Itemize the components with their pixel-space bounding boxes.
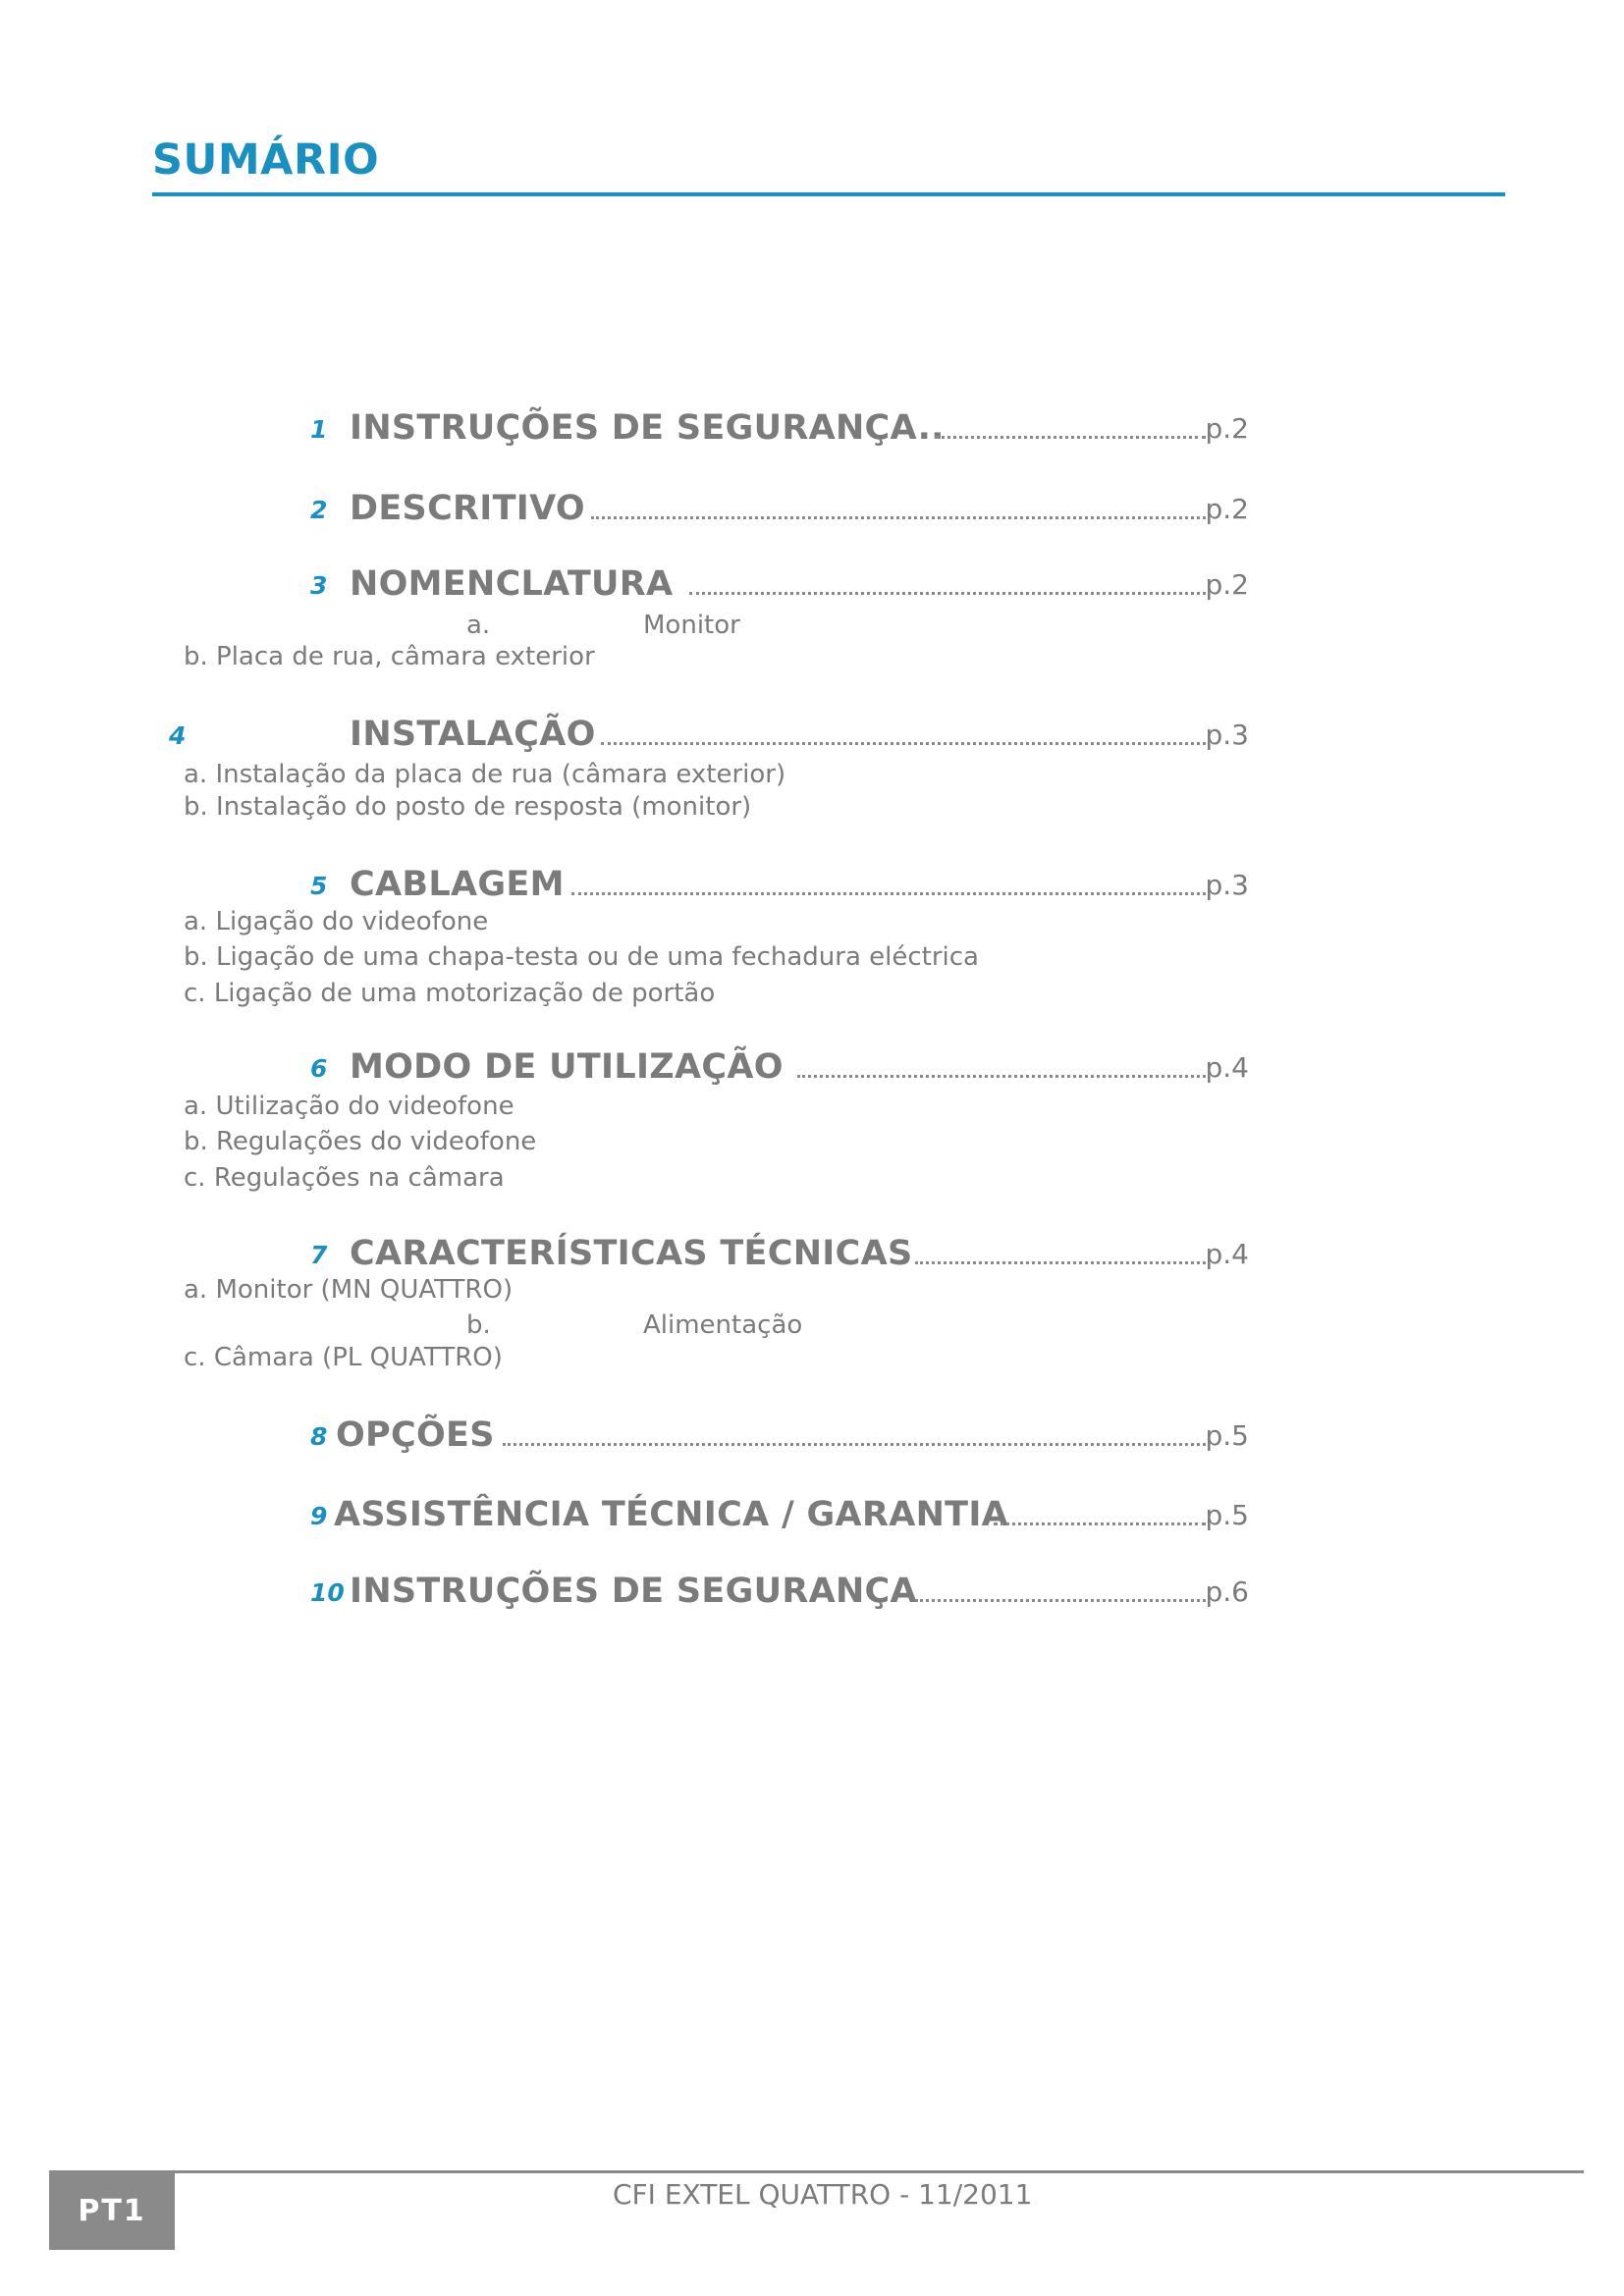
toc-entry-7[interactable]	[306, 1230, 1249, 1273]
toc-leader-dots	[797, 1075, 1206, 1078]
toc-number: 5	[310, 872, 328, 900]
toc-number: 10	[310, 1578, 345, 1607]
toc-entry-8[interactable]	[306, 1412, 1249, 1455]
toc-page: p.2	[1205, 493, 1249, 525]
toc-number: 3	[310, 571, 328, 600]
toc-label: DESCRITIVO	[350, 489, 585, 528]
toc-entry-5[interactable]	[306, 861, 1249, 904]
toc-page: p.4	[1205, 1238, 1249, 1270]
toc-leader-dots	[601, 742, 1206, 745]
footer-rule	[49, 2170, 1584, 2173]
toc-entry-4[interactable]	[169, 711, 1249, 754]
toc-label: INSTRUÇÕES DE SEGURANÇA..	[350, 408, 945, 448]
toc-leader-dots	[935, 436, 1206, 439]
toc-entry-2[interactable]	[306, 485, 1249, 528]
toc-number: 7	[310, 1241, 328, 1269]
toc-sub-item: b. Regulações do videofone	[184, 1127, 537, 1156]
toc-label: MODO DE UTILIZAÇÃO	[350, 1047, 784, 1087]
footer-page-label-box	[49, 2172, 175, 2250]
toc-label: ASSISTÊNCIA TÉCNICA / GARANTIA	[334, 1495, 1009, 1534]
toc-page: p.4	[1205, 1051, 1249, 1084]
toc-number: 2	[310, 496, 328, 524]
toc-number: 6	[310, 1054, 328, 1083]
page-title: SUMÁRIO	[152, 135, 380, 185]
toc-entry-10[interactable]	[306, 1568, 1249, 1611]
toc-sub-item: c. Regulações na câmara	[184, 1163, 505, 1193]
toc-page: p.5	[1205, 1419, 1249, 1452]
toc-page: p.5	[1205, 1499, 1249, 1531]
toc-entry-3[interactable]	[306, 561, 1249, 604]
toc-number: 8	[310, 1422, 328, 1451]
toc-page: p.3	[1205, 719, 1249, 751]
toc-leader-dots	[689, 592, 1206, 595]
toc-entry-1[interactable]	[306, 404, 1249, 448]
footer-doc-ref: CFI EXTEL QUATTRO - 11/2011	[613, 2178, 1033, 2211]
toc-sub-item: a. Instalação da placa de rua (câmara exterior)	[184, 760, 786, 789]
toc-leader-dots	[503, 1443, 1206, 1446]
toc-sub-item: Monitor	[643, 611, 740, 640]
toc-label: CABLAGEM	[350, 865, 565, 904]
toc-page: p.2	[1205, 568, 1249, 601]
toc-label: OPÇÕES	[336, 1415, 495, 1455]
toc-sub-item: b. Placa de rua, câmara exterior	[184, 642, 595, 671]
title-underline	[152, 192, 1505, 196]
toc-page: p.6	[1205, 1575, 1249, 1608]
toc-leader-dots	[571, 892, 1206, 895]
toc-entry-6[interactable]	[306, 1043, 1249, 1087]
toc-number: 1	[310, 415, 328, 444]
footer-page-label: PT1	[78, 2194, 146, 2228]
toc-leader-dots	[994, 1522, 1206, 1525]
toc-sub-item: Alimentação	[643, 1310, 803, 1340]
toc-sub-item: b. Instalação do posto de resposta (monitor)	[184, 792, 752, 822]
toc-sub-item: a. Monitor (MN QUATTRO)	[184, 1275, 514, 1305]
toc-sub-item: a. Ligação do videofone	[184, 907, 489, 936]
toc-sub-item: b.	[466, 1310, 491, 1340]
toc-label: NOMENCLATURA	[350, 564, 674, 604]
toc-sub-item: c. Ligação de uma motorização de portão	[184, 979, 716, 1008]
toc-label: INSTRUÇÕES DE SEGURANÇA	[350, 1572, 917, 1611]
toc-number: 9	[310, 1502, 328, 1530]
toc-sub-item: a.	[466, 611, 491, 640]
toc-leader-dots	[591, 516, 1206, 519]
toc-sub-item: a. Utilização do videofone	[184, 1092, 514, 1121]
toc-label: INSTALAÇÃO	[350, 715, 596, 754]
toc-page: p.2	[1205, 412, 1249, 445]
toc-number: 4	[169, 721, 187, 750]
toc-leader-dots	[915, 1261, 1206, 1264]
toc-leader-dots	[915, 1599, 1206, 1602]
toc-sub-item: c. Câmara (PL QUATTRO)	[184, 1343, 503, 1372]
toc-entry-9[interactable]	[306, 1491, 1249, 1534]
toc-page: p.3	[1205, 869, 1249, 901]
toc-label: CARACTERÍSTICAS TÉCNICAS	[350, 1234, 913, 1273]
toc-sub-item: b. Ligação de uma chapa-testa ou de uma fechadura eléctrica	[184, 942, 979, 972]
